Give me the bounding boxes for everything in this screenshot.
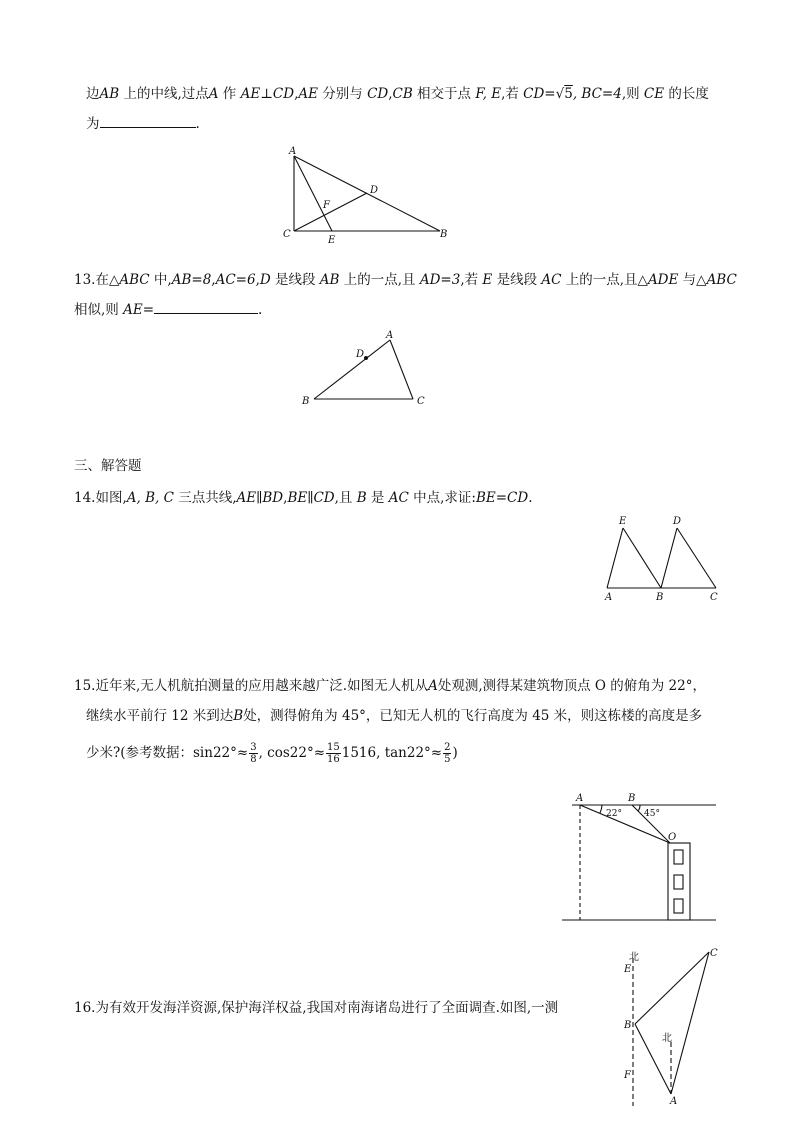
q14-label-C: C — [710, 592, 718, 603]
q14-label-D: D — [673, 516, 682, 527]
q13-line-2: 相似,则 AE= . — [74, 302, 263, 318]
q16-north-label-1: 北 — [629, 952, 639, 963]
q16-label-B: B — [624, 1020, 632, 1031]
q12-line-2: 为 . — [86, 116, 200, 132]
q16-label-F: F — [624, 1070, 631, 1081]
q14-label-A: A — [605, 592, 613, 603]
q16-figure — [615, 946, 725, 1116]
q13-label-D: D — [356, 349, 365, 360]
q12-label-C: C — [283, 229, 291, 240]
fraction-15-16: $\frac{15}{16}$ — [327, 742, 340, 765]
q15-line-2: 继续水平前行 12 米到达B处，测得俯角为 45°，已知无人机的飞行高度为 45 米，则这栋楼的高度是多 — [86, 708, 703, 724]
q16-north-label-2: 北 — [662, 1033, 672, 1044]
q16-label-C: C — [710, 948, 718, 959]
q16-label-A: A — [670, 1096, 678, 1107]
q13-label-C: C — [417, 396, 425, 407]
q14-label-B: B — [656, 592, 664, 603]
q13-label-B: B — [302, 396, 310, 407]
q15-label-B: B — [628, 793, 636, 804]
q15-label-O: O — [668, 832, 677, 843]
section-heading: 三、解答题 — [74, 458, 142, 474]
q15-angle-45: 45° — [644, 809, 660, 819]
q15-label-A: A — [576, 793, 584, 804]
q14-figure — [600, 512, 725, 607]
q16-line-1: 16.为有效开发海洋资源,保护海洋权益,我国对南海诸岛进行了全面调查.如图,一测 — [74, 1000, 559, 1016]
fraction-2-5: $\frac{2}{5}$ — [444, 742, 451, 765]
q12-label-B: B — [440, 229, 448, 240]
q15-line-3: 少米?(参考数据：sin22°≈ $\frac{3}{8}$ , cos22°≈ $\frac{15}{16}$ 1516, tan22°≈ $\frac{2}{5}$ ) — [86, 742, 458, 765]
q16-label-E: E — [624, 964, 632, 975]
q13-line-1: 13.在△ABC 中,AB=8,AC=6,D 是线段 AB 上的一点,且 AD=3,若 E 是线段 AC 上的一点,且△ADE 与△ABC — [74, 272, 737, 288]
q13-figure — [300, 328, 440, 408]
q15-figure — [560, 788, 720, 923]
q15-line-1: 15.近年来,无人机航拍测量的应用越来越广泛.如图无人机从A处观测,测得某建筑物顶点 O 的俯角为 22°， — [74, 678, 706, 694]
answer-blank — [100, 114, 196, 128]
q12-label-E: E — [328, 235, 336, 246]
q15-angle-22: 22° — [606, 809, 622, 819]
answer-blank — [154, 300, 258, 314]
q12-label-F: F — [323, 200, 330, 211]
q12-figure — [280, 145, 460, 245]
q14-label-E: E — [619, 516, 627, 527]
q13-label-A: A — [386, 330, 394, 341]
q12-line-1: 边AB 上的中线,过点A 作 AE⊥CD,AE 分别与 CD,CB 相交于点 F, E,若 CD=√5, BC=4,则 CE 的长度 — [86, 86, 709, 102]
q12-label-D: D — [370, 185, 379, 196]
fraction-3-8: $\frac{3}{8}$ — [250, 742, 257, 765]
q12-label-A: A — [289, 146, 297, 157]
q14-line-1: 14.如图,A, B, C 三点共线,AE∥BD,BE∥CD,且 B 是 AC 中点,求证:BE=CD. — [74, 490, 533, 506]
